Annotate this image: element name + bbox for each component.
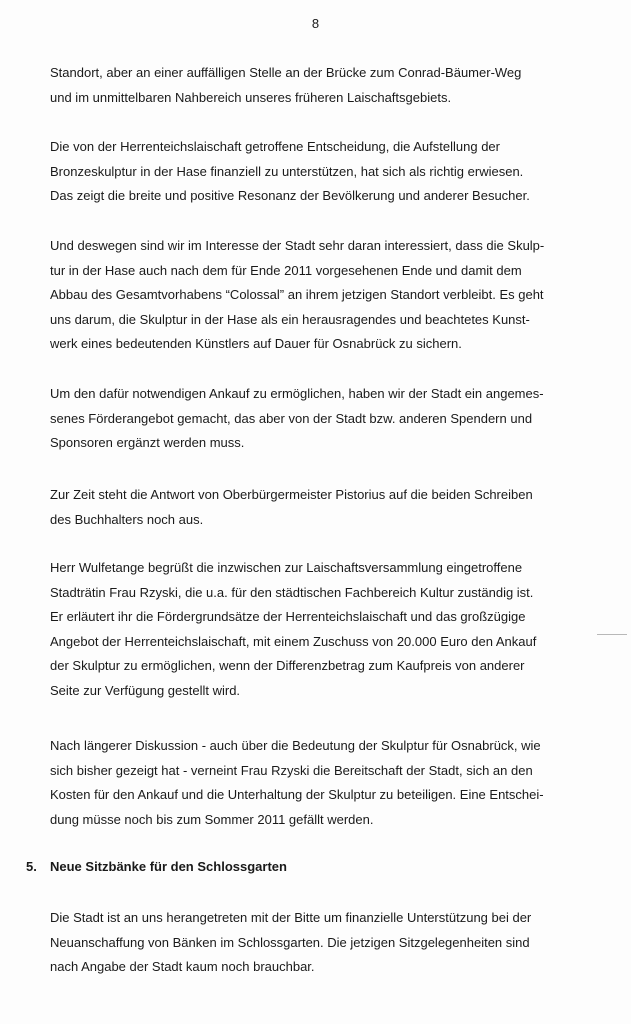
paragraph-line: Nach längerer Diskussion - auch über die Bedeutung der Skulptur für Osnabrück, wie — [50, 738, 541, 753]
paragraph-line: tur in der Hase auch nach dem für Ende 2011 vorgesehenen Ende und damit dem — [50, 262, 522, 278]
paragraph-line: Stadträtin Frau Rzyski, die u.a. für den städtischen Fachbereich Kultur zuständig ist. — [50, 584, 534, 600]
paragraph-5 — [50, 483, 533, 532]
section-title: Neue Sitzbänke für den Schlossgarten — [50, 859, 287, 874]
paragraph-line: und im unmittelbaren Nahbereich unseres früheren Laischaftsgebiets. — [50, 89, 452, 105]
paragraph-line: Standort, aber an einer auffälligen Stelle an der Brücke zum Conrad-Bäumer-Weg — [50, 65, 522, 80]
section-heading — [26, 857, 287, 877]
paragraph-line: sich bisher gezeigt hat - verneint Frau Rzyski die Bereitschaft der Stadt, sich an den — [50, 762, 533, 778]
paragraph-line: Und deswegen sind wir im Interesse der Stadt sehr daran interessiert, dass die Skulp- — [50, 238, 545, 253]
paragraph-6 — [50, 556, 536, 703]
paragraph-line: Die von der Herrenteichslaischaft getroffene Entscheidung, die Aufstellung der — [50, 139, 500, 154]
paragraph-line: Bronzeskulptur in der Hase finanziell zu unterstützen, hat sich als richtig erwiesen. — [50, 163, 524, 179]
paragraph-line: uns darum, die Skulptur in der Hase als ein herausragendes und beachtetes Kunst- — [50, 311, 530, 327]
paragraph-line: Die Stadt ist an uns herangetreten mit der Bitte um finanzielle Unterstützung bei der — [50, 910, 532, 925]
paragraph-line: Um den dafür notwendigen Ankauf zu ermöglichen, haben wir der Stadt ein angemes- — [50, 386, 544, 401]
paragraph-7 — [50, 734, 544, 832]
paragraph-line: werk eines bedeutenden Künstlers auf Dauer für Osnabrück zu sichern. — [50, 336, 462, 351]
paragraph-3 — [50, 234, 544, 357]
paragraph-line: des Buchhalters noch aus. — [50, 511, 204, 527]
page-number: 8 — [311, 16, 320, 31]
paragraph-line: Zur Zeit steht die Antwort von Oberbürgermeister Pistorius auf die beiden Schreiben — [50, 487, 533, 502]
paragraph-line: Kosten für den Ankauf und die Unterhaltung der Skulptur zu beteiligen. Eine Entschei- — [50, 787, 544, 802]
paragraph-line: Sponsoren ergänzt werden muss. — [50, 435, 245, 450]
paragraph-line: nach Angabe der Stadt kaum noch brauchbar. — [50, 959, 315, 974]
paragraph-line: dung müsse noch bis zum Sommer 2011 gefällt werden. — [50, 811, 374, 827]
paragraph-line: Das zeigt die breite und positive Resonanz der Bevölkerung und anderer Besucher. — [50, 188, 530, 203]
paragraph-line: senes Förderangebot gemacht, das aber von der Stadt bzw. anderen Spendern und — [50, 410, 533, 426]
paragraph-1 — [50, 61, 521, 110]
paragraph-line: Seite zur Verfügung gestellt wird. — [50, 682, 241, 698]
paragraph-line: der Skulptur zu ermöglichen, wenn der Differenzbetrag zum Kaufpreis von anderer — [50, 658, 525, 673]
paragraph-line: Abbau des Gesamtvorhabens “Colossal” an ihrem jetzigen Standort verbleibt. Es geht — [50, 287, 544, 302]
paragraph-2 — [50, 135, 530, 209]
paragraph-line: Er erläutert ihr die Fördergrundsätze der Herrenteichslaischaft und das großzügige — [50, 609, 526, 624]
paragraph-line: Herr Wulfetange begrüßt die inzwischen zur Laischaftsversammlung eingetroffene — [50, 560, 523, 575]
section-number: 5. — [26, 859, 37, 874]
scan-artifact — [597, 634, 627, 635]
paragraph-4 — [50, 382, 544, 456]
paragraph-line: Angebot der Herrenteichslaischaft, mit einem Zuschuss von 20.000 Euro den Ankauf — [50, 633, 537, 649]
paragraph-8 — [50, 906, 531, 980]
paragraph-line: Neuanschaffung von Bänken im Schlossgarten. Die jetzigen Sitzgelegenheiten sind — [50, 934, 530, 950]
